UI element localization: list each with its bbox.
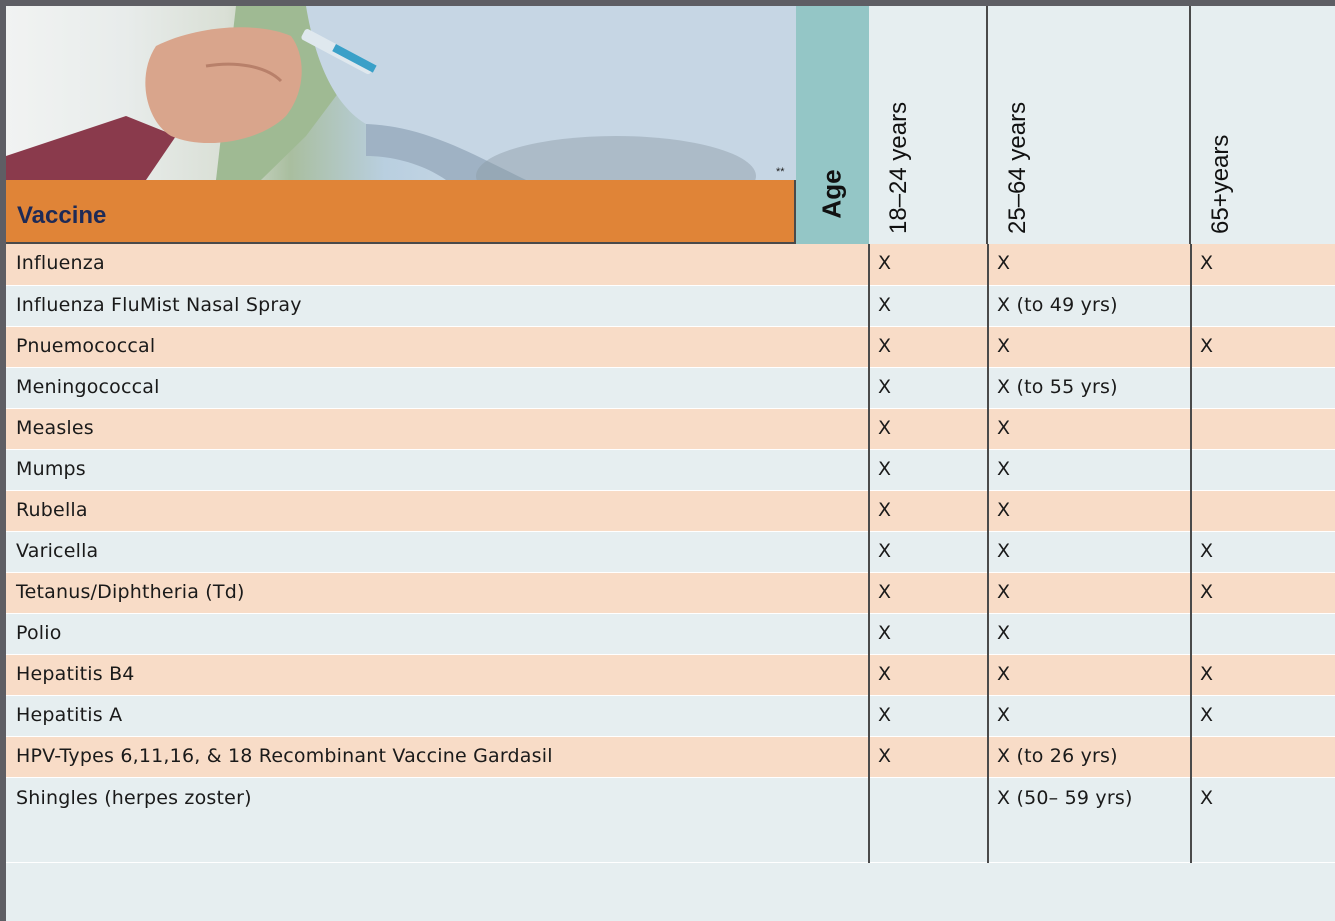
cell-18-24: X	[869, 367, 988, 408]
table-row	[6, 490, 1335, 531]
table-row	[6, 695, 1335, 736]
table-row	[6, 613, 1335, 654]
cell-65plus: X	[1191, 654, 1335, 695]
table-row	[6, 367, 1335, 408]
age-label: Age	[816, 169, 847, 219]
cell-65plus: X	[1191, 695, 1335, 736]
cell-25-64: X (to 49 yrs)	[988, 285, 1191, 326]
cell-25-64: X	[988, 244, 1191, 285]
cell-25-64: X	[988, 490, 1191, 531]
cell-25-64: X (to 55 yrs)	[988, 367, 1191, 408]
cell-18-24: X	[869, 531, 988, 572]
vaccination-illustration	[6, 6, 796, 180]
vaccine-name: Tetanus/Diphtheria (Td)	[6, 572, 869, 613]
cell-65plus: X	[1191, 777, 1335, 862]
cell-25-64: X	[988, 531, 1191, 572]
vaccine-name: Influenza FluMist Nasal Spray	[6, 285, 869, 326]
vaccine-name: Mumps	[6, 449, 869, 490]
vaccine-header-bar	[6, 180, 796, 244]
cell-65plus	[1191, 613, 1335, 654]
cell-25-64: X	[988, 695, 1191, 736]
photo-footnote-mark: **	[776, 166, 785, 178]
cell-18-24: X	[869, 654, 988, 695]
vaccine-name: Pnuemococcal	[6, 326, 869, 367]
cell-25-64: X (50– 59 yrs)	[988, 777, 1191, 862]
table-row	[6, 777, 1335, 862]
age-group-25-64-label: 25–64 years	[1004, 101, 1031, 234]
cell-25-64: X	[988, 654, 1191, 695]
vaccine-name: Rubella	[6, 490, 869, 531]
cell-18-24: X	[869, 695, 988, 736]
cell-25-64: X	[988, 408, 1191, 449]
cell-65plus	[1191, 367, 1335, 408]
cell-25-64: X	[988, 326, 1191, 367]
table-row	[6, 326, 1335, 367]
cell-18-24: X	[869, 285, 988, 326]
vaccine-name: Polio	[6, 613, 869, 654]
cell-65plus: X	[1191, 326, 1335, 367]
age-group-65plus-label: 65+years	[1207, 134, 1234, 234]
vaccine-name: Influenza	[6, 244, 869, 285]
table-row	[6, 572, 1335, 613]
vaccine-name: Meningococcal	[6, 367, 869, 408]
cell-65plus: X	[1191, 572, 1335, 613]
age-group-header-65plus	[1191, 6, 1335, 244]
cell-18-24: X	[869, 736, 988, 777]
table-row	[6, 654, 1335, 695]
cell-65plus: X	[1191, 531, 1335, 572]
cell-18-24: X	[869, 244, 988, 285]
cell-65plus	[1191, 736, 1335, 777]
cell-18-24: X	[869, 408, 988, 449]
cell-65plus	[1191, 408, 1335, 449]
cell-18-24: X	[869, 326, 988, 367]
cell-18-24: X	[869, 449, 988, 490]
age-group-18-24-label: 18–24 years	[885, 101, 912, 234]
age-group-header-18-24	[869, 6, 988, 244]
cell-65plus	[1191, 490, 1335, 531]
vaccine-name: Varicella	[6, 531, 869, 572]
cell-25-64: X	[988, 613, 1191, 654]
vaccine-name: Hepatitis A	[6, 695, 869, 736]
cell-25-64: X	[988, 572, 1191, 613]
table-row	[6, 531, 1335, 572]
table-row	[6, 449, 1335, 490]
vaccine-table	[6, 244, 1335, 863]
table-row	[6, 736, 1335, 777]
vaccine-name: HPV-Types 6,11,16, & 18 Recombinant Vaccine Gardasil	[6, 736, 869, 777]
vaccination-photo	[6, 6, 796, 180]
table-row	[6, 408, 1335, 449]
cell-18-24: X	[869, 490, 988, 531]
table-row	[6, 285, 1335, 326]
vaccine-name: Shingles (herpes zoster)	[6, 777, 869, 862]
cell-65plus	[1191, 449, 1335, 490]
vaccine-column-title: Vaccine	[17, 202, 107, 229]
cell-65plus: X	[1191, 244, 1335, 285]
cell-65plus	[1191, 285, 1335, 326]
cell-25-64: X	[988, 449, 1191, 490]
vaccine-name: Measles	[6, 408, 869, 449]
vaccine-name: Hepatitis B4	[6, 654, 869, 695]
cell-18-24: X	[869, 613, 988, 654]
cell-25-64: X (to 26 yrs)	[988, 736, 1191, 777]
cell-18-24: X	[869, 572, 988, 613]
table-row	[6, 244, 1335, 285]
age-group-header-25-64	[988, 6, 1191, 244]
cell-18-24	[869, 777, 988, 862]
vaccine-schedule	[6, 6, 1335, 921]
